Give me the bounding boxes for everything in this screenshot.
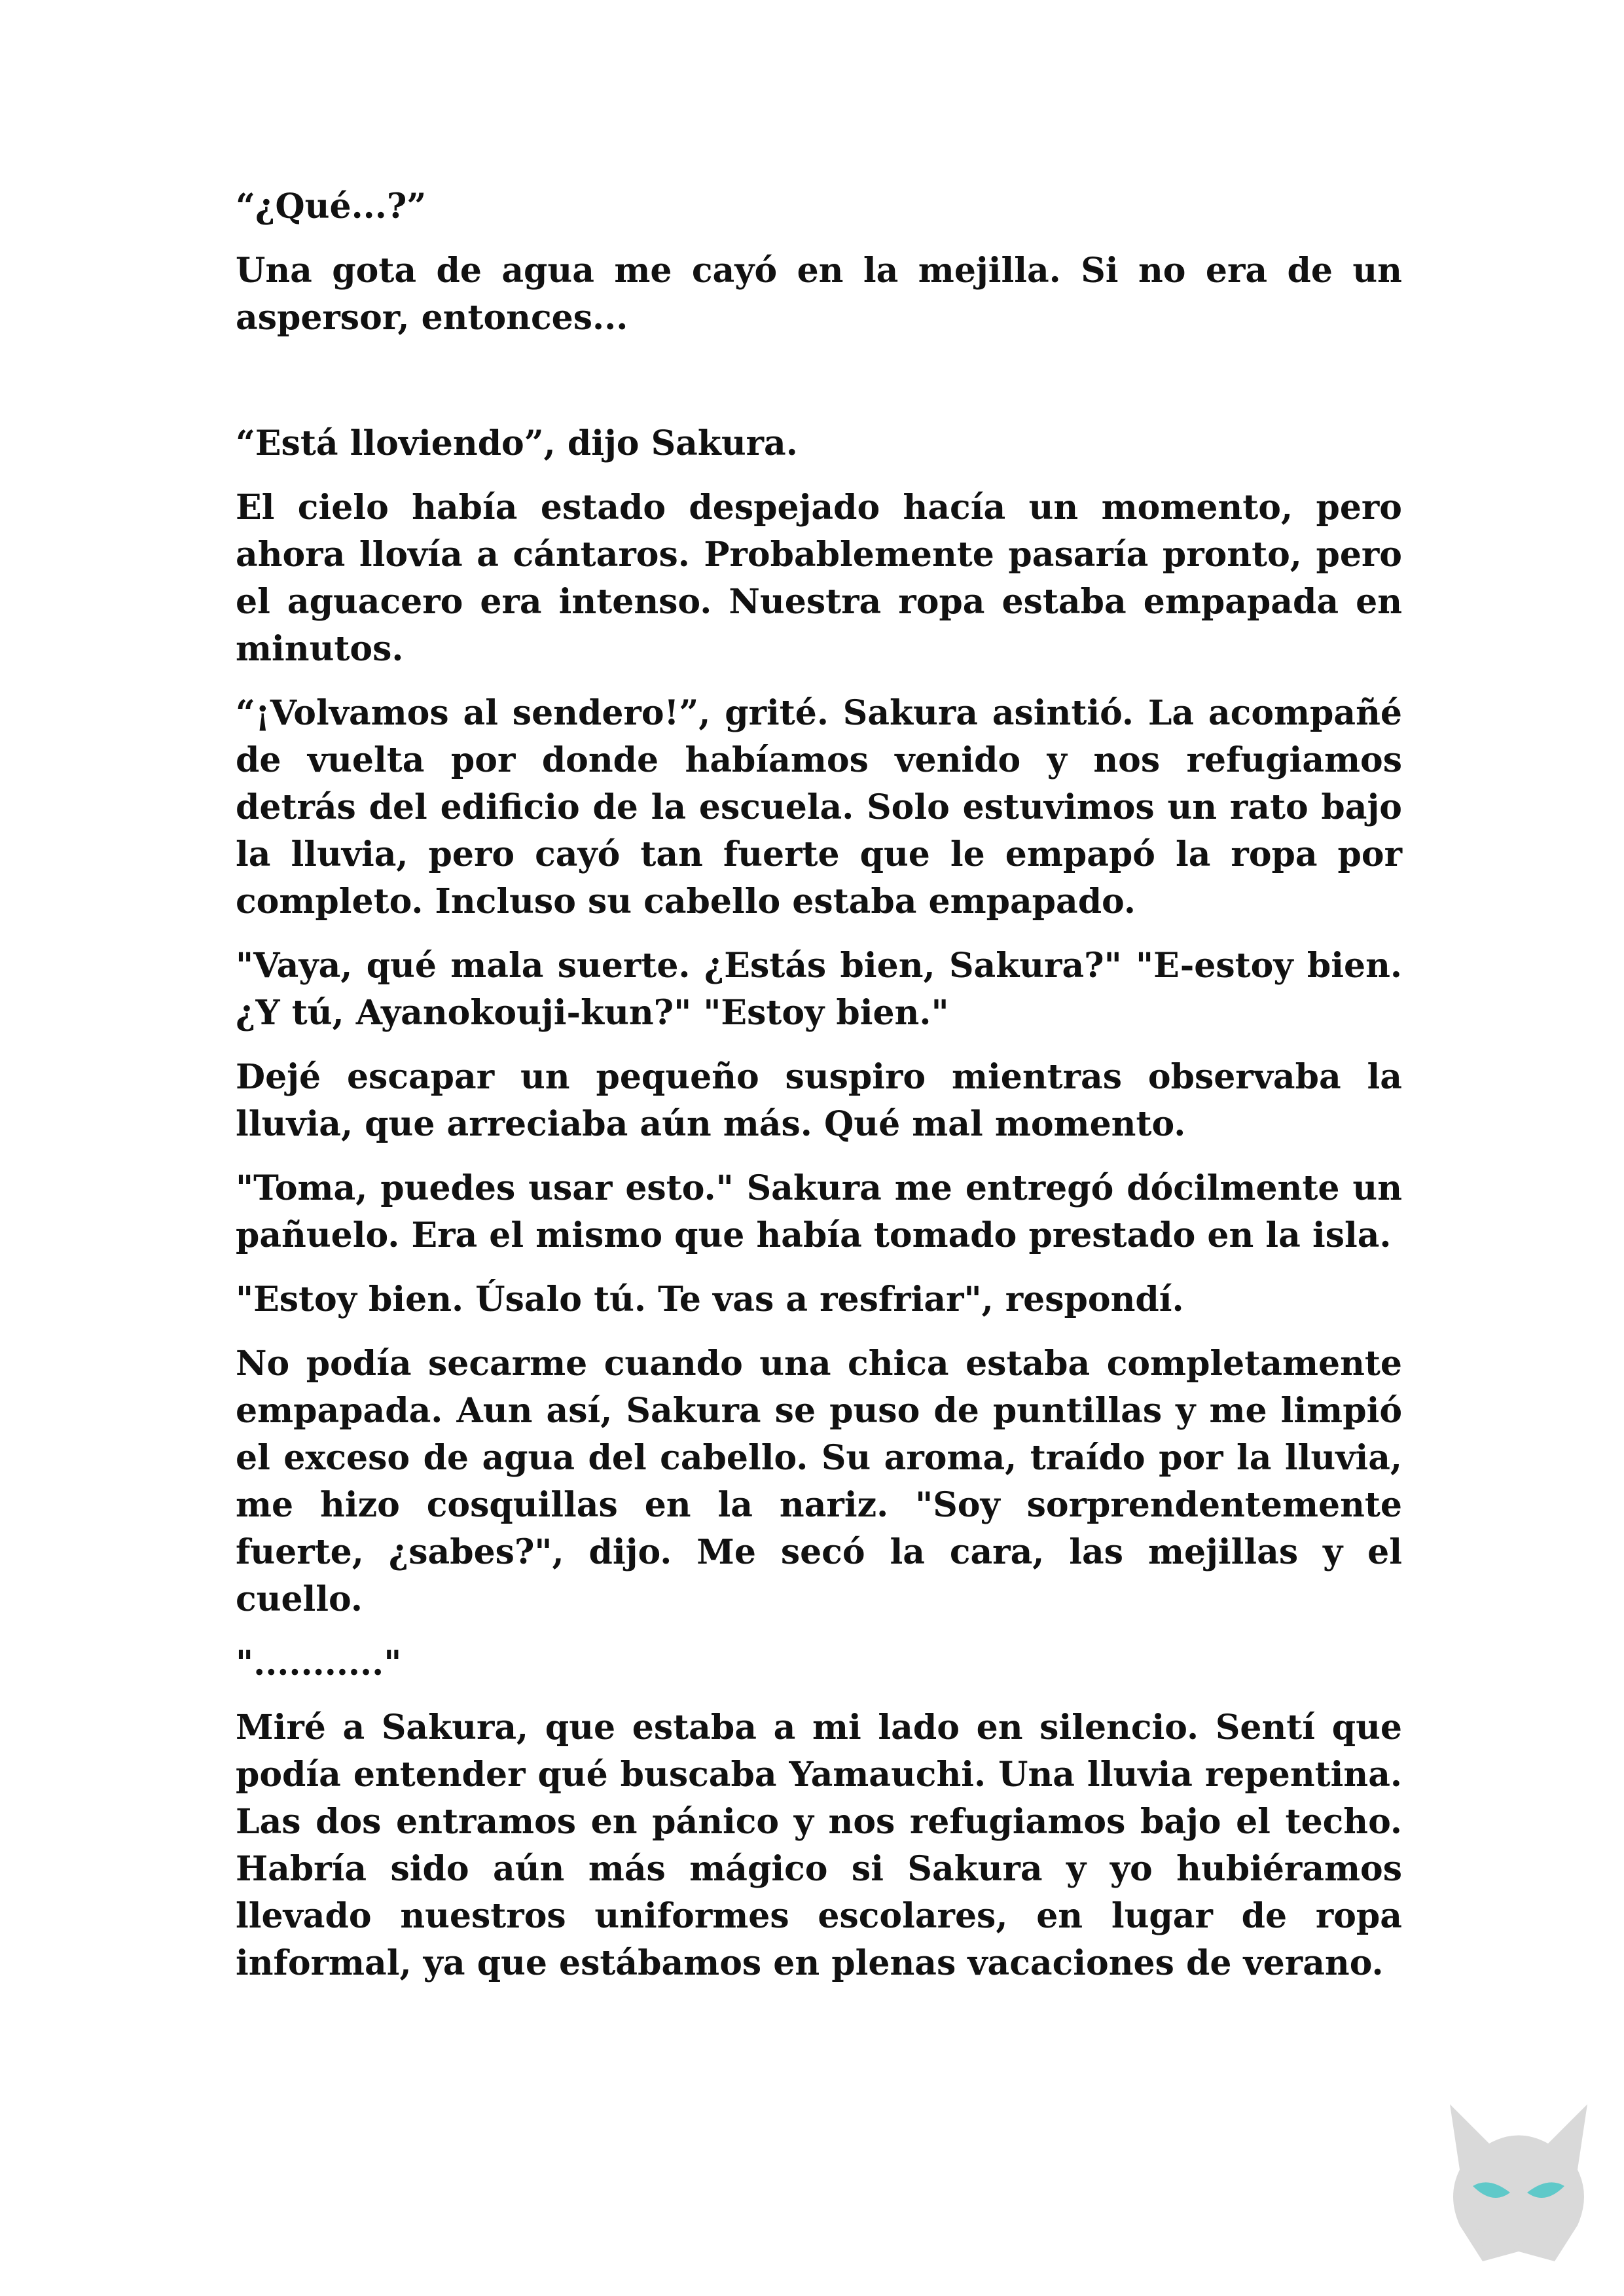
paragraph-2: Una gota de agua me cayó en la mejilla. Si no era de un aspersor, entonces... — [236, 251, 1402, 338]
paragraph-7: Dejé escapar un pequeño suspiro mientras observaba la lluvia, que arreciaba aún más. Qué mal momento. — [236, 1057, 1402, 1144]
paragraph-3: “Está lloviendo”, dijo Sakura. — [236, 423, 798, 463]
paragraph-6: "Vaya, qué mala suerte. ¿Estás bien, Sakura?" "E-estoy bien. ¿Y tú, Ayanokouji-kun?" "Estoy bien." — [236, 946, 1402, 1033]
paragraph-9: "Estoy bien. Úsalo tú. Te vas a resfriar", respondí. — [236, 1280, 1184, 1319]
paragraph-5: “¡Volvamos al sendero!”, grité. Sakura asintió. La acompañé de vuelta por donde habíamos venido y nos refugiamos detrás del edificio de la escuela. Solo estuvimos un rato bajo la lluvia, pero cayó tan fuerte que le empapó la ropa por completo. Incluso su cabello estaba empapado. — [236, 693, 1402, 922]
body-text — [236, 183, 1402, 2004]
paragraph-4: El cielo había estado despejado hacía un momento, pero ahora llovía a cántaros. Probablemente pasaría pronto, pero el aguacero era intenso. Nuestra ropa estaba empapada en minutos. — [236, 488, 1402, 669]
paragraph-12: Miré a Sakura, que estaba a mi lado en silencio. Sentí que podía entender qué buscaba Yamauchi. Una lluvia repentina. Las dos entramos en pánico y nos refugiamos bajo el techo. Habría sido aún más mágico si Sakura y yo hubiéramos llevado nuestros uniformes escolares, en lugar de ropa informal, ya que estábamos en plenas vacaciones de verano. — [236, 1708, 1402, 1983]
paragraph-11: "..........." — [236, 1643, 402, 1683]
paragraph-10: No podía secarme cuando una chica estaba completamente empapada. Aun así, Sakura se puso de puntillas y me limpió el exceso de agua del cabello. Su aroma, traído por la lluvia, me hizo cosquillas en la nariz. "Soy sorprendentemente fuerte, ¿sabes?", dijo. Me secó la cara, las mejillas y el cuello. — [236, 1344, 1402, 1619]
paragraph-8: "Toma, puedes usar esto." Sakura me entregó dócilmente un pañuelo. Era el mismo que había tomado prestado en la isla. — [236, 1168, 1402, 1255]
demon-mask-logo-icon — [1437, 2098, 1600, 2268]
paragraph-1: “¿Qué...?” — [236, 187, 427, 226]
